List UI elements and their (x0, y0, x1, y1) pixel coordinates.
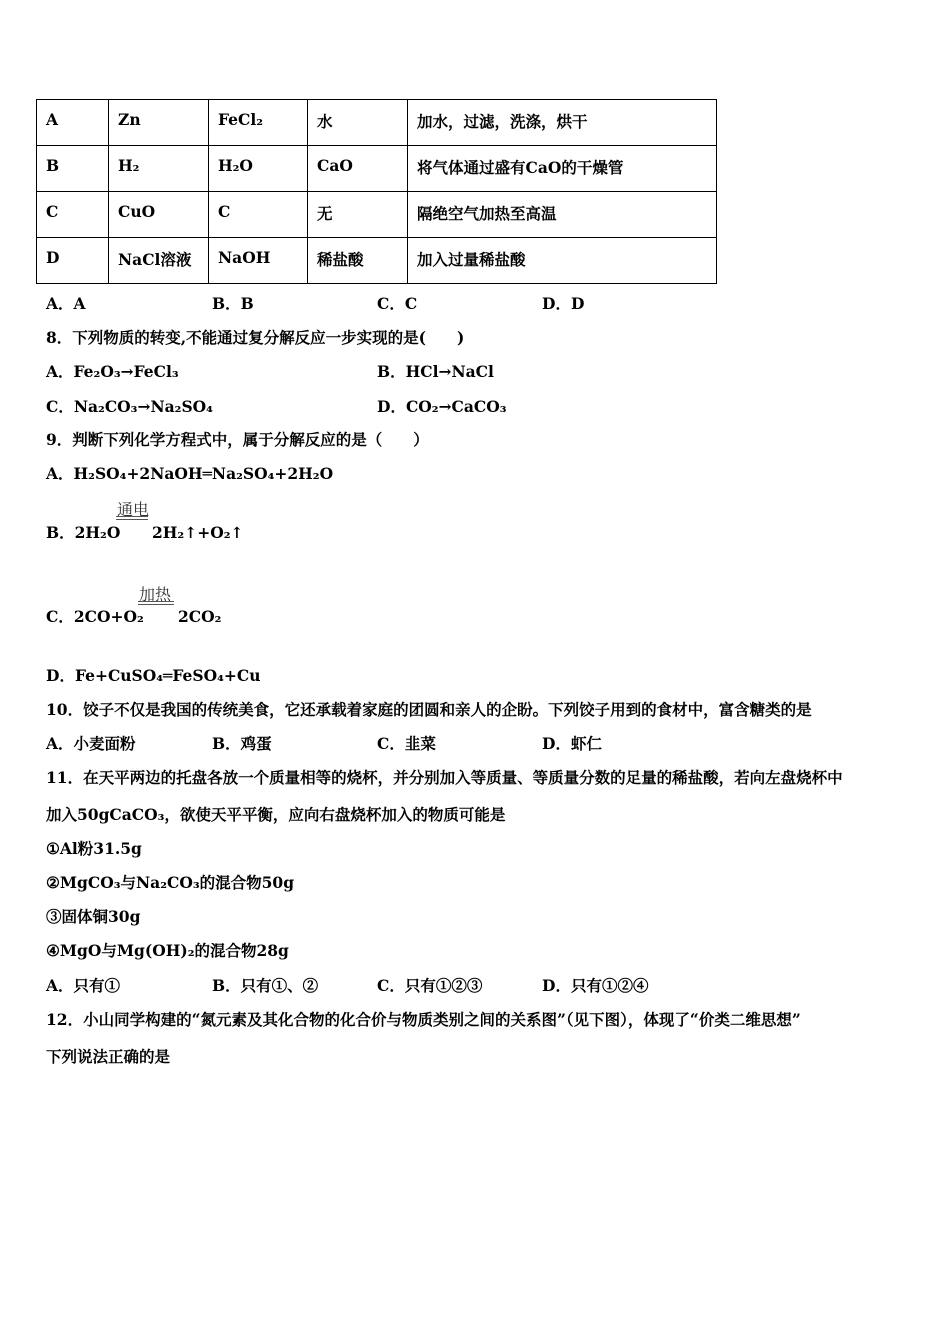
table-cell: FeCl₂ (209, 100, 308, 146)
table-cell: 无 (308, 192, 408, 238)
q11-item-4: ④MgO与Mg(OH)₂的混合物28g (46, 941, 289, 960)
q11-option-b: B．只有①、② (212, 976, 319, 995)
q7-option-d: D．D (542, 294, 585, 313)
q11-option-a: A．只有① (46, 976, 121, 995)
q11-item-2: ②MgCO₃与Na₂CO₃的混合物50g (46, 873, 295, 892)
q9-c-condition: 加热 (139, 585, 172, 604)
table-cell: A (37, 100, 109, 146)
q10-stem: 10．饺子不仅是我国的传统美食，它还承载着家庭的团圆和亲人的企盼。下列饺子用到的食材中，富含糖类的是 (46, 700, 812, 719)
q8-option-d: D．CO₂→CaCO₃ (377, 397, 507, 416)
q9-option-b-left: B．2H₂O (46, 523, 121, 542)
table-cell: C (209, 192, 308, 238)
q8-stem: 8．下列物质的转变,不能通过复分解反应一步实现的是( ) (46, 328, 465, 347)
table-row (37, 100, 717, 146)
q7-option-a: A．A (46, 294, 86, 313)
q9-option-b-right: 2H₂↑+O₂↑ (152, 523, 244, 542)
table-cell: B (37, 146, 109, 192)
q9-stem: 9．判断下列化学方程式中，属于分解反应的是（ ） (46, 430, 429, 449)
q8-option-a: A．Fe₂O₃→FeCl₃ (46, 362, 179, 381)
q8-option-c: C．Na₂CO₃→Na₂SO₄ (46, 397, 213, 416)
q11-option-c: C．只有①②③ (377, 976, 483, 995)
table-cell: CuO (109, 192, 209, 238)
table-cell: NaOH (209, 238, 308, 284)
table-cell: H₂O (209, 146, 308, 192)
q11-option-d: D．只有①②④ (542, 976, 649, 995)
equation-double-line (138, 601, 174, 605)
q11-stem-line2: 加入50gCaCO₃，欲使天平平衡，应向右盘烧杯加入的物质可能是 (46, 805, 506, 824)
table-cell: D (37, 238, 109, 284)
q9-option-a: A．H₂SO₄+2NaOH═Na₂SO₄+2H₂O (46, 464, 334, 483)
table-cell: NaCl溶液 (109, 238, 209, 284)
q11-item-1: ①Al粉31.5g (46, 839, 142, 858)
answer-table (36, 99, 717, 284)
table-cell: CaO (308, 146, 408, 192)
q8-option-b: B．HCl→NaCl (377, 362, 494, 381)
q10-option-d: D．虾仁 (542, 734, 602, 753)
table-cell: 稀盐酸 (308, 238, 408, 284)
q7-option-b: B．B (212, 294, 254, 313)
table-cell: H₂ (109, 146, 209, 192)
q10-option-c: C．韭菜 (377, 734, 436, 753)
table-cell: 将气体通过盛有CaO的干燥管 (408, 146, 717, 192)
q10-option-a: A．小麦面粉 (46, 734, 136, 753)
q9-option-c-left: C．2CO+O₂ (46, 607, 144, 626)
q7-option-c: C．C (377, 294, 418, 313)
table-row (37, 192, 717, 238)
table-cell: 加水，过滤，洗涤，烘干 (408, 100, 717, 146)
q9-option-c-right: 2CO₂ (178, 607, 222, 626)
table-cell: 隔绝空气加热至高温 (408, 192, 717, 238)
q12-stem-line2: 下列说法正确的是 (46, 1047, 171, 1066)
equation-double-line (116, 516, 148, 520)
table-cell: 加入过量稀盐酸 (408, 238, 717, 284)
q9-option-d: D．Fe+CuSO₄═FeSO₄+Cu (46, 666, 261, 685)
q11-stem-line1: 11．在天平两边的托盘各放一个质量相等的烧杯，并分别加入等质量、等质量分数的足量的稀盐酸，若向左盘烧杯中 (46, 768, 843, 787)
q12-stem-line1: 12．小山同学构建的“氮元素及其化合物的化合价与物质类别之间的关系图”（见下图），体现了“价类二维思想” (46, 1010, 801, 1029)
q9-b-condition: 通电 (117, 500, 150, 519)
table-row (37, 238, 717, 284)
table-cell: 水 (308, 100, 408, 146)
table-row (37, 146, 717, 192)
q11-item-3: ③固体铜30g (46, 907, 141, 926)
table-cell: Zn (109, 100, 209, 146)
q10-option-b: B．鸡蛋 (212, 734, 272, 753)
table-cell: C (37, 192, 109, 238)
